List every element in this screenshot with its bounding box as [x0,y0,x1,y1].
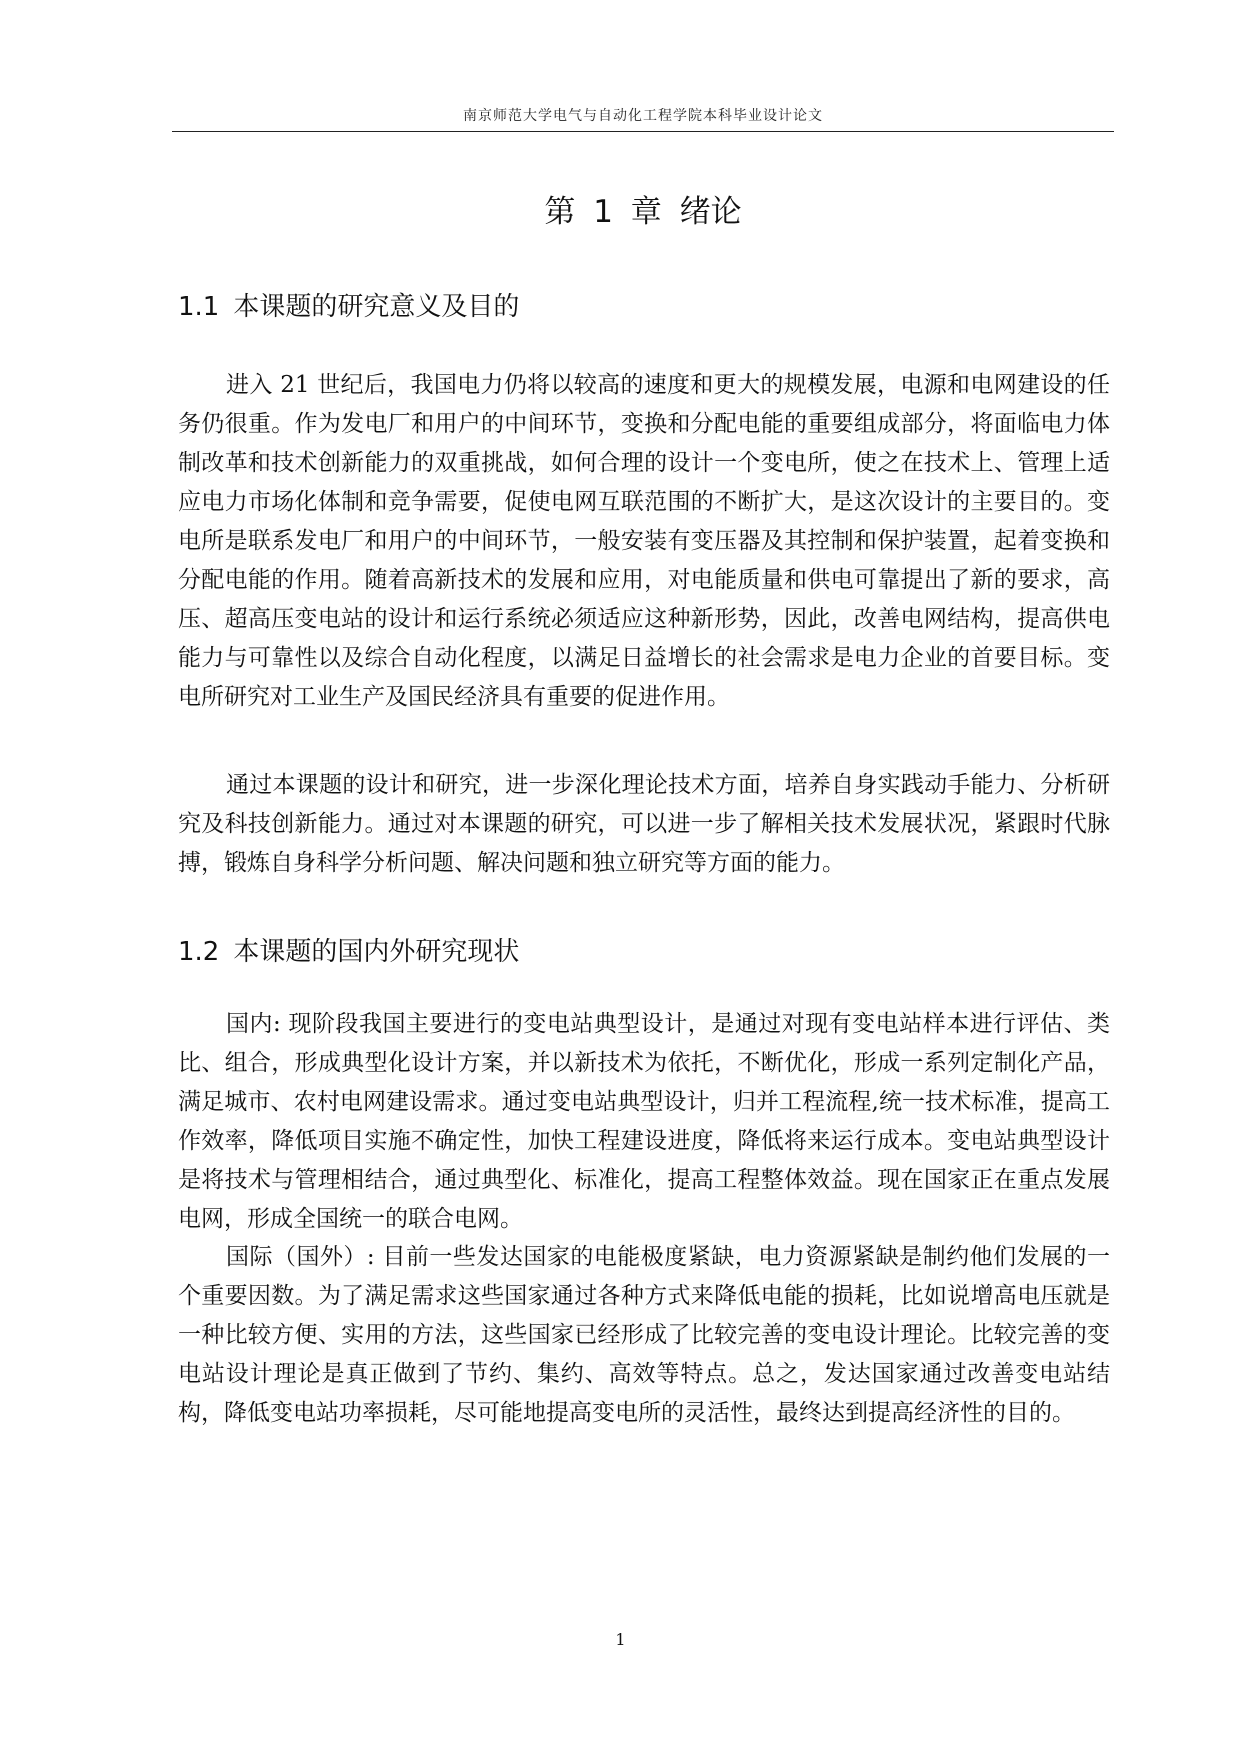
section-number: 1.1 [178,292,220,322]
section-heading-1-2 [178,931,519,968]
section-number: 1.2 [178,937,220,967]
page-number: 1 [615,1630,626,1649]
header-divider [172,131,1114,132]
paragraph: 国内: 现阶段我国主要进行的变电站典型设计，是通过对现有变电站样本进行评估、类比、组合，形成典型化设计方案，并以新技术为依托，不断优化，形成一系列定制化产品，满足城市、农村电网建设需求。通过变电站典型设计，归并工程流程,统一技术标准，提高工作效率，降低项目实施不确定性，加快工程建设进度，降低将来运行成本。变电站典型设计是将技术与管理相结合，通过典型化、标准化，提高工程整体效益。现在国家正在重点发展电网，形成全国统一的联合电网。 [178,1011,1110,1232]
paragraph: 国际（国外）: 目前一些发达国家的电能极度紧缺，电力资源紧缺是制约他们发展的一个重要因数。为了满足需求这些国家通过各种方式来降低电能的损耗，比如说增高电压就是一种比较方便、实用的方法，这些国家已经形成了比较完善的变电设计理论。比较完善的变电站设计理论是真正做到了节约、集约、高效等特点。总之，发达国家通过改善变电站结构，降低变电站功率损耗，尽可能地提高变电所的灵活性，最终达到提高经济性的目的。 [178,1244,1110,1426]
section-title-text: 本课题的国内外研究现状 [233,937,520,967]
section-title-text: 本课题的研究意义及目的 [233,292,520,322]
running-header: 南京师范大学电气与自动化工程学院本科毕业设计论文 [463,108,823,124]
section-heading-1-1 [178,286,519,323]
paragraph: 通过本课题的设计和研究，进一步深化理论技术方面，培养自身实践动手能力、分析研究及科技创新能力。通过对本课题的研究，可以进一步了解相关技术发展状况，紧跟时代脉搏，锻炼自身科学分析问题、解决问题和独立研究等方面的能力。 [178,772,1110,876]
chapter-title: 第 1 章 绪论 [544,194,742,230]
paragraph: 进入 21 世纪后，我国电力仍将以较高的速度和更大的规模发展，电源和电网建设的任务仍很重。作为发电厂和用户的中间环节，变换和分配电能的重要组成部分，将面临电力体制改革和技术创新能力的双重挑战，如何合理的设计一个变电所，使之在技术上、管理上适应电力市场化体制和竞争需要，促使电网互联范围的不断扩大，是这次设计的主要目的。变电所是联系发电厂和用户的中间环节，一般安装有变压器及其控制和保护装置，起着变换和分配电能的作用。随着高新技术的发展和应用，对电能质量和供电可靠提出了新的要求，高压、超高压变电站的设计和运行系统必须适应这种新形势，因此，改善电网结构，提高供电能力与可靠性以及综合自动化程度，以满足日益增长的社会需求是电力企业的首要目标。变电所研究对工业生产及国民经济具有重要的促进作用。 [178,372,1110,710]
